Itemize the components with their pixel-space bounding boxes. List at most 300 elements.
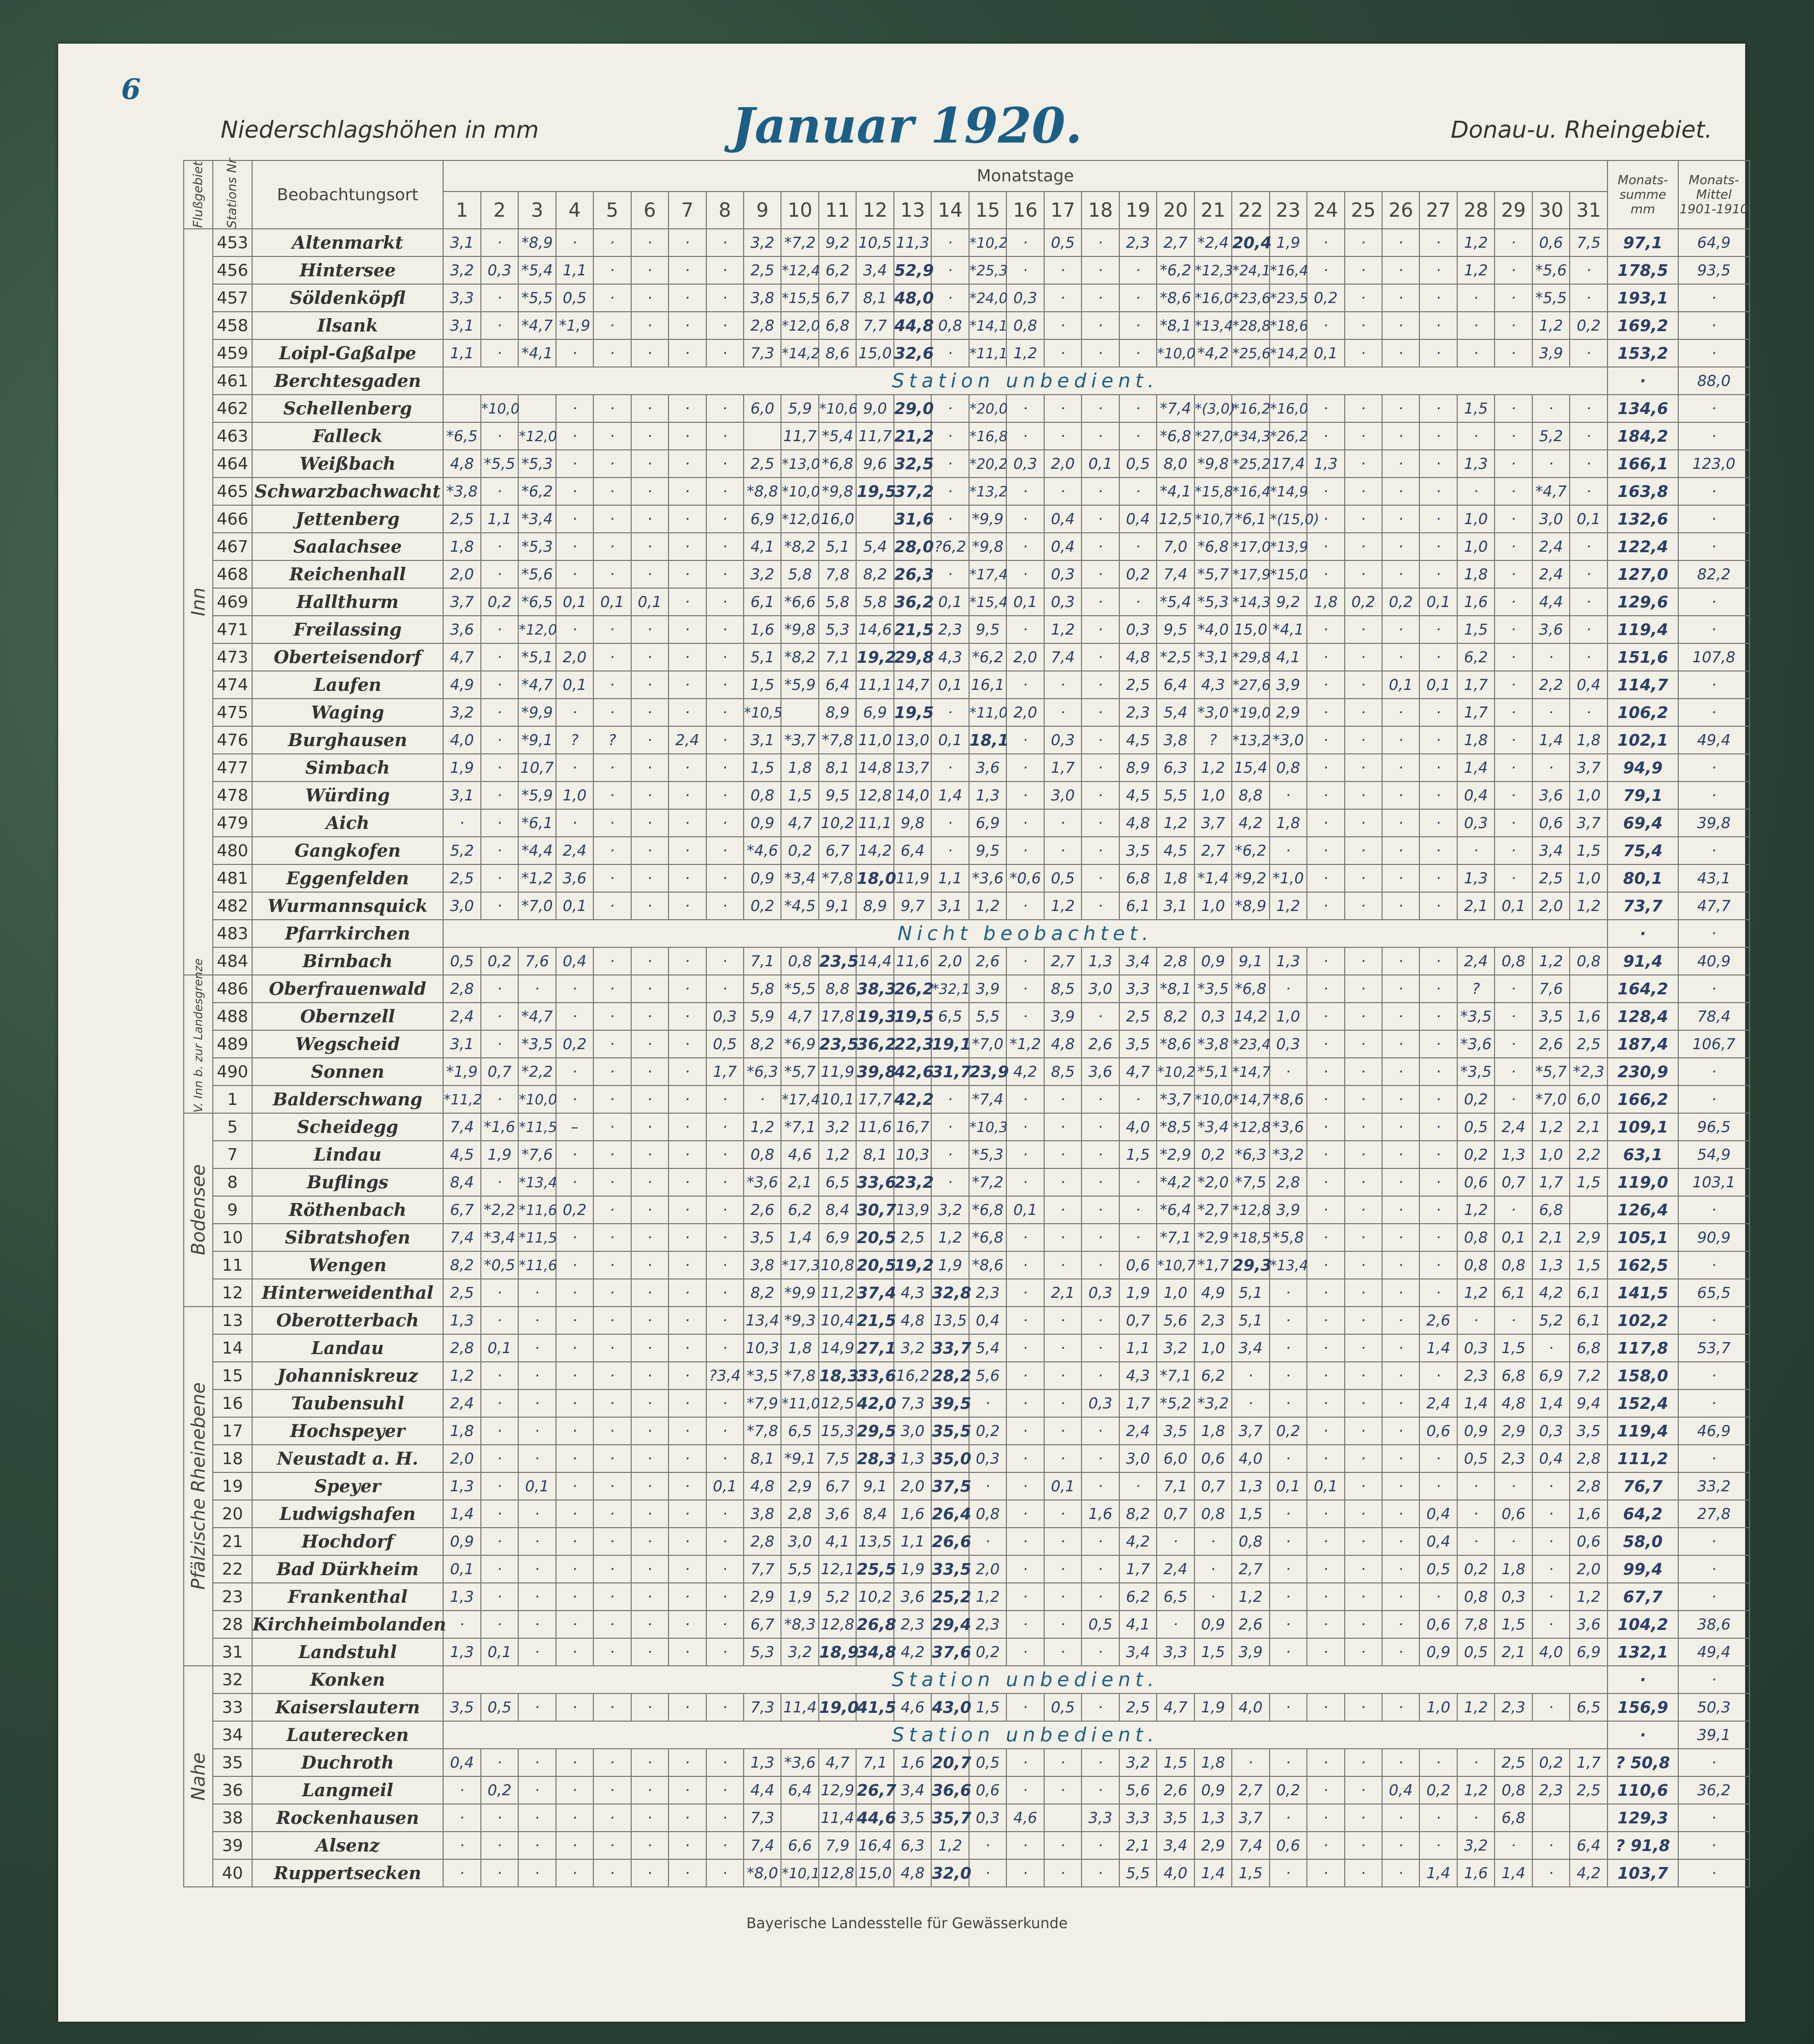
day-value: *10,0 [1157, 339, 1194, 367]
day-value: 1,8 [1457, 726, 1495, 754]
table-row [184, 1804, 1750, 1832]
table-row [184, 1168, 1750, 1196]
day-value: 4,7 [443, 643, 480, 671]
day-value: 1,4 [1457, 754, 1495, 782]
day-value: 7,3 [744, 1804, 781, 1832]
day-value: 0,9 [744, 809, 781, 837]
day-value: · [969, 1832, 1006, 1859]
day-value: · [1345, 1113, 1382, 1141]
day-value: 1,6 [1457, 588, 1495, 616]
day-value: 2,3 [1194, 1307, 1232, 1334]
day-value: · [1345, 1279, 1382, 1307]
table-row [184, 505, 1750, 533]
day-value: · [556, 1528, 593, 1555]
day-value: 3,0 [1044, 782, 1082, 809]
monthly-sum: 73,7 [1607, 892, 1678, 920]
day-value: 3,5 [1119, 837, 1157, 864]
day-value: *5,8 [1270, 1224, 1307, 1251]
day-value: *6,8 [1232, 975, 1269, 1003]
table-row [184, 1472, 1750, 1500]
day-value: 4,2 [1006, 1058, 1044, 1086]
table-row [184, 422, 1750, 450]
day-value: 0,8 [1457, 1224, 1495, 1251]
monthly-mean: · [1678, 1058, 1750, 1086]
day-value: 11,1 [856, 809, 893, 837]
station-name: Saalachsee [252, 533, 443, 560]
day-value: 0,4 [443, 1749, 480, 1776]
day-value: · [631, 1030, 668, 1058]
day-value: · [1345, 1389, 1382, 1417]
day-value: *3,8 [443, 478, 480, 505]
day-value: *27,6 [1232, 671, 1269, 699]
monthly-sum: 158,0 [1607, 1362, 1678, 1389]
day-value: *12,8 [1232, 1113, 1269, 1141]
monthly-mean: · [1678, 1445, 1750, 1472]
day-value: *6,2 [518, 478, 556, 505]
day-value: 11,7 [781, 422, 818, 450]
day-value: 0,2 [1194, 1141, 1232, 1168]
day-value: · [518, 1693, 556, 1721]
day-value: · [706, 1583, 744, 1611]
day-value: · [593, 1693, 631, 1721]
day-value: · [593, 616, 631, 643]
station-number: 33 [213, 1693, 252, 1721]
station-number: 456 [213, 256, 252, 284]
table-row [184, 478, 1750, 505]
day-value: 16,7 [894, 1113, 931, 1141]
day-value: 11,2 [819, 1279, 856, 1307]
day-value: 2,9 [1495, 1417, 1532, 1445]
day-value: · [1382, 1417, 1419, 1445]
day-value: · [1457, 1804, 1495, 1832]
day-value: 0,6 [1532, 229, 1570, 256]
day-value: · [668, 699, 706, 726]
day-value: · [1419, 284, 1457, 312]
day-value: 1,3 [1457, 864, 1495, 892]
day-value: 37,6 [931, 1638, 969, 1666]
station-number: 466 [213, 505, 252, 533]
day-value: *32,1 [931, 975, 969, 1003]
day-value: · [556, 560, 593, 588]
day-value: 6,4 [894, 837, 931, 864]
day-value: 0,3 [1082, 1389, 1119, 1417]
day-value: · [1082, 256, 1119, 284]
monthly-mean: · [1678, 478, 1750, 505]
station-name: Schellenberg [252, 395, 443, 422]
day-value: 9,8 [894, 809, 931, 837]
day-value: 28,2 [931, 1362, 969, 1389]
day-value: · [1044, 1113, 1082, 1141]
day-value: 0,2 [1345, 588, 1382, 616]
day-value: · [668, 1168, 706, 1196]
day-value: · [668, 1224, 706, 1251]
day-value: 6,8 [1495, 1804, 1532, 1832]
day-value: · [1119, 478, 1157, 505]
day-value: *6,3 [744, 1058, 781, 1086]
day-value: · [1457, 1749, 1495, 1776]
day-value: *5,7 [1532, 1058, 1570, 1086]
day-value: · [1382, 1859, 1419, 1887]
day-value: 3,7 [1570, 754, 1607, 782]
day-value: 29,4 [931, 1611, 969, 1638]
day-value: · [668, 256, 706, 284]
day-value: · [668, 975, 706, 1003]
day-value: · [1082, 782, 1119, 809]
day-value: 2,5 [1119, 1003, 1157, 1030]
day-value: · [1270, 1749, 1307, 1776]
day-value: · [593, 1749, 631, 1776]
day-value: 4,1 [1119, 1611, 1157, 1638]
day-value: 0,9 [1419, 1638, 1457, 1666]
day-value: · [1570, 450, 1607, 478]
day-value: 2,5 [1119, 671, 1157, 699]
monthly-mean: · [1678, 505, 1750, 533]
day-value: *3,5 [518, 1030, 556, 1058]
day-value: · [593, 1528, 631, 1555]
monthly-sum: 119,4 [1607, 616, 1678, 643]
day-value: · [1345, 947, 1382, 975]
station-number: 477 [213, 754, 252, 782]
day-value: · [1495, 229, 1532, 256]
day-value: · [631, 229, 668, 256]
day-value: · [1495, 588, 1532, 616]
day-value: · [1570, 339, 1607, 367]
monthly-mean: · [1678, 782, 1750, 809]
day-value: 4,1 [819, 1528, 856, 1555]
day-value: 4,8 [1119, 809, 1157, 837]
day-value: 37,2 [894, 478, 931, 505]
day-value: *13,2 [1232, 726, 1269, 754]
day-value: 17,8 [819, 1003, 856, 1030]
day-value: · [481, 1749, 518, 1776]
station-number: 18 [213, 1445, 252, 1472]
station-number: 469 [213, 588, 252, 616]
day-value: 17,7 [856, 1086, 893, 1113]
day-value: · [518, 1638, 556, 1666]
day-value: · [1495, 1307, 1532, 1334]
monthly-mean: · [1678, 1086, 1750, 1113]
day-value: 1,4 [1419, 1859, 1457, 1887]
day-value: · [1044, 1086, 1082, 1113]
day-value: 1,5 [1232, 1500, 1269, 1528]
day-value: · [1345, 892, 1382, 920]
day-value: 7,7 [744, 1555, 781, 1583]
day-value: 3,4 [856, 256, 893, 284]
day-value: ?3,4 [706, 1362, 744, 1389]
day-value: 4,2 [1232, 809, 1269, 837]
day-value: 0,1 [1270, 1472, 1307, 1500]
day-value: · [1382, 312, 1419, 339]
day-value: 3,1 [443, 1030, 480, 1058]
day-value: · [668, 1638, 706, 1666]
day-value: 0,2 [1532, 1749, 1570, 1776]
day-value: *12,3 [1194, 256, 1232, 284]
day-value: 28,0 [894, 533, 931, 560]
day-value: · [706, 1417, 744, 1445]
station-name: Würding [252, 782, 443, 809]
day-value: 1,9 [781, 1583, 818, 1611]
monthly-sum: 119,0 [1607, 1168, 1678, 1196]
day-value: · [1382, 1583, 1419, 1611]
day-value: · [593, 560, 631, 588]
day-value: 3,9 [1270, 671, 1307, 699]
day-value: *3,6 [781, 1749, 818, 1776]
day-value: · [1495, 339, 1532, 367]
monthly-mean: · [1678, 1804, 1750, 1832]
day-value: 6,9 [856, 699, 893, 726]
day-value: 15,3 [819, 1417, 856, 1445]
day-value: *8,6 [1270, 1086, 1307, 1113]
day-value: 7,4 [1157, 560, 1194, 588]
day-value: 0,1 [706, 1472, 744, 1500]
day-value: 2,4 [443, 1003, 480, 1030]
day-value: · [1345, 754, 1382, 782]
day-value: · [706, 1445, 744, 1472]
day-value: *9,9 [781, 1279, 818, 1307]
day-value: 7,1 [856, 1749, 893, 1776]
day-value: 6,9 [819, 1224, 856, 1251]
day-value: · [1345, 726, 1382, 754]
table-row [184, 1528, 1750, 1555]
day-value: 33,7 [931, 1334, 969, 1362]
day-value: *13,4 [1194, 312, 1232, 339]
day-value: · [1082, 505, 1119, 533]
day-value: · [1382, 1445, 1419, 1472]
table-row [184, 1859, 1750, 1887]
day-value: · [631, 312, 668, 339]
day-value: · [1006, 837, 1044, 864]
day-value: *5,9 [518, 782, 556, 809]
day-value: · [556, 478, 593, 505]
day-value: 7,9 [819, 1832, 856, 1859]
day-value: 1,2 [1570, 1583, 1607, 1611]
day-value: 2,2 [1570, 1141, 1607, 1168]
day-value: 3,4 [1232, 1334, 1269, 1362]
day-value: 4,0 [1232, 1693, 1269, 1721]
day-value: *11,6 [518, 1196, 556, 1224]
day-value: 1,8 [781, 1334, 818, 1362]
day-value: 3,5 [1119, 1030, 1157, 1058]
day-value: *15,4 [969, 588, 1006, 616]
day-value: 1,7 [1457, 671, 1495, 699]
table-row [184, 1693, 1750, 1721]
day-value: *10,5 [744, 699, 781, 726]
day-value: *4,7 [1532, 478, 1570, 505]
day-value: 32,0 [931, 1859, 969, 1887]
day-value: 12,1 [819, 1555, 856, 1583]
station-name: Birnbach [252, 947, 443, 975]
day-value: *3,4 [1194, 1113, 1232, 1141]
day-value: *4,1 [1270, 616, 1307, 643]
day-value: 1,8 [1457, 560, 1495, 588]
day-value: *5,5 [481, 450, 518, 478]
day-value: *5,3 [518, 533, 556, 560]
day-value: 2,5 [1119, 1693, 1157, 1721]
day-value: · [1307, 837, 1344, 864]
day-value: · [1382, 1555, 1419, 1583]
table-row [184, 1666, 1750, 1693]
monthly-sum: · [1607, 920, 1678, 947]
day-value: *9,1 [518, 726, 556, 754]
day-value: 4,2 [1119, 1528, 1157, 1555]
day-value: · [1382, 809, 1419, 837]
day-value: · [631, 1389, 668, 1417]
day-value: · [518, 1528, 556, 1555]
monthly-mean: 107,8 [1678, 643, 1750, 671]
station-number: 461 [213, 367, 252, 395]
day-value: · [1270, 1555, 1307, 1583]
table-row [184, 1058, 1750, 1086]
day-value: 11,9 [894, 864, 931, 892]
day-value: 0,4 [1532, 1445, 1570, 1472]
day-value: 19,5 [894, 699, 931, 726]
day-value: 2,9 [1570, 1224, 1607, 1251]
day-value: 6,0 [1157, 1445, 1194, 1472]
day-value: · [1345, 478, 1382, 505]
day-value: · [1382, 754, 1419, 782]
day-value: 2,4 [1457, 947, 1495, 975]
station-number: 15 [213, 1362, 252, 1389]
day-value: 2,4 [1532, 560, 1570, 588]
day-value: 11,6 [856, 1113, 893, 1141]
day-value: · [1570, 256, 1607, 284]
day-value: 23,2 [894, 1168, 931, 1196]
day-value: 1,4 [1419, 1334, 1457, 1362]
day-value: · [1382, 1528, 1419, 1555]
station-name: Landau [252, 1334, 443, 1362]
day-value: 3,7 [1232, 1804, 1269, 1832]
day-value: 0,4 [556, 947, 593, 975]
day-value: · [668, 1279, 706, 1307]
day-value: · [1082, 1113, 1119, 1141]
day-value: · [1419, 1168, 1457, 1196]
day-value: 13,7 [894, 754, 931, 782]
day-value: 7,6 [518, 947, 556, 975]
day-value: · [556, 1472, 593, 1500]
header-day-2: 2 [481, 192, 518, 229]
day-value: 0,5 [1044, 1693, 1082, 1721]
day-value: · [1419, 1086, 1457, 1113]
day-value: · [593, 947, 631, 975]
day-value: *3,8 [1194, 1030, 1232, 1058]
day-value: 5,8 [744, 975, 781, 1003]
day-value: 6,3 [1157, 754, 1194, 782]
day-value: · [1082, 1334, 1119, 1362]
day-value: · [706, 1334, 744, 1362]
day-value: 4,6 [1006, 1804, 1044, 1832]
day-value: · [1006, 1307, 1044, 1334]
day-value: · [1457, 1307, 1495, 1334]
day-value: · [1345, 422, 1382, 450]
day-value: · [631, 450, 668, 478]
day-value: · [631, 643, 668, 671]
day-value: · [1044, 1611, 1082, 1638]
day-value: · [1382, 1472, 1419, 1500]
day-value: 35,5 [931, 1417, 969, 1445]
day-value: 1,4 [1194, 1859, 1232, 1887]
day-value: *6,5 [518, 588, 556, 616]
monthly-sum: 163,8 [1607, 478, 1678, 505]
day-value: · [706, 450, 744, 478]
day-value: 1,0 [1457, 505, 1495, 533]
day-value: *7,8 [744, 1417, 781, 1445]
day-value: 6,8 [1119, 864, 1157, 892]
day-value: · [1270, 1500, 1307, 1528]
day-value: · [668, 1611, 706, 1638]
day-value: 2,0 [1006, 643, 1044, 671]
day-value: 27,1 [856, 1334, 893, 1362]
day-value: *3,0 [1270, 726, 1307, 754]
table-row [184, 1445, 1750, 1472]
day-value: · [1270, 1693, 1307, 1721]
day-value: · [1082, 864, 1119, 892]
day-value: 6,2 [781, 1196, 818, 1224]
day-value: *3,2 [1194, 1389, 1232, 1417]
day-value: 10,5 [856, 229, 893, 256]
day-value: · [1307, 1058, 1344, 1086]
monthly-sum: 152,4 [1607, 1389, 1678, 1417]
day-value: 0,5 [1419, 1555, 1457, 1583]
day-value: 6,4 [1157, 671, 1194, 699]
station-number: 38 [213, 1804, 252, 1832]
day-value: 3,4 [1119, 1638, 1157, 1666]
day-value: · [1006, 809, 1044, 837]
day-value: 0,6 [1419, 1417, 1457, 1445]
day-value: · [668, 1141, 706, 1168]
station-note: Station unbedient. [443, 1721, 1607, 1749]
table-row [184, 643, 1750, 671]
day-value: · [1495, 754, 1532, 782]
day-value: *23,4 [1232, 1030, 1269, 1058]
day-value: 5,3 [744, 1638, 781, 1666]
day-value: 9,6 [856, 450, 893, 478]
day-value: · [556, 1168, 593, 1196]
monthly-mean: 46,9 [1678, 1417, 1750, 1445]
monthly-mean: · [1678, 1555, 1750, 1583]
day-value: 5,1 [1232, 1307, 1269, 1334]
table-row [184, 1611, 1750, 1638]
day-value: 1,9 [894, 1555, 931, 1583]
day-value: · [1382, 1500, 1419, 1528]
day-value: 1,6 [894, 1500, 931, 1528]
monthly-sum: 69,4 [1607, 809, 1678, 837]
day-value: · [1382, 1003, 1419, 1030]
station-number: 475 [213, 699, 252, 726]
day-value: · [1419, 1224, 1457, 1251]
station-name: Duchroth [252, 1749, 443, 1776]
station-name: Ilsank [252, 312, 443, 339]
day-value: 1,3 [1532, 1251, 1570, 1279]
day-value: · [1532, 1472, 1570, 1500]
day-value: 6,2 [1119, 1583, 1157, 1611]
monthly-mean: 96,5 [1678, 1113, 1750, 1141]
station-number: 40 [213, 1859, 252, 1887]
day-value: *3,0 [1194, 699, 1232, 726]
day-value: · [556, 422, 593, 450]
day-value: 1,8 [1194, 1749, 1232, 1776]
group-label: Inn [184, 229, 213, 975]
day-value: 32,8 [931, 1279, 969, 1307]
day-value: 1,3 [1194, 1804, 1232, 1832]
day-value: · [1082, 422, 1119, 450]
day-value: · [668, 1334, 706, 1362]
day-value: *10,2 [969, 229, 1006, 256]
day-value: · [1382, 1113, 1419, 1141]
day-value: 3,4 [1532, 837, 1570, 864]
day-value: 39,8 [856, 1058, 893, 1086]
day-value: *16,4 [1232, 478, 1269, 505]
day-value: 3,2 [443, 256, 480, 284]
